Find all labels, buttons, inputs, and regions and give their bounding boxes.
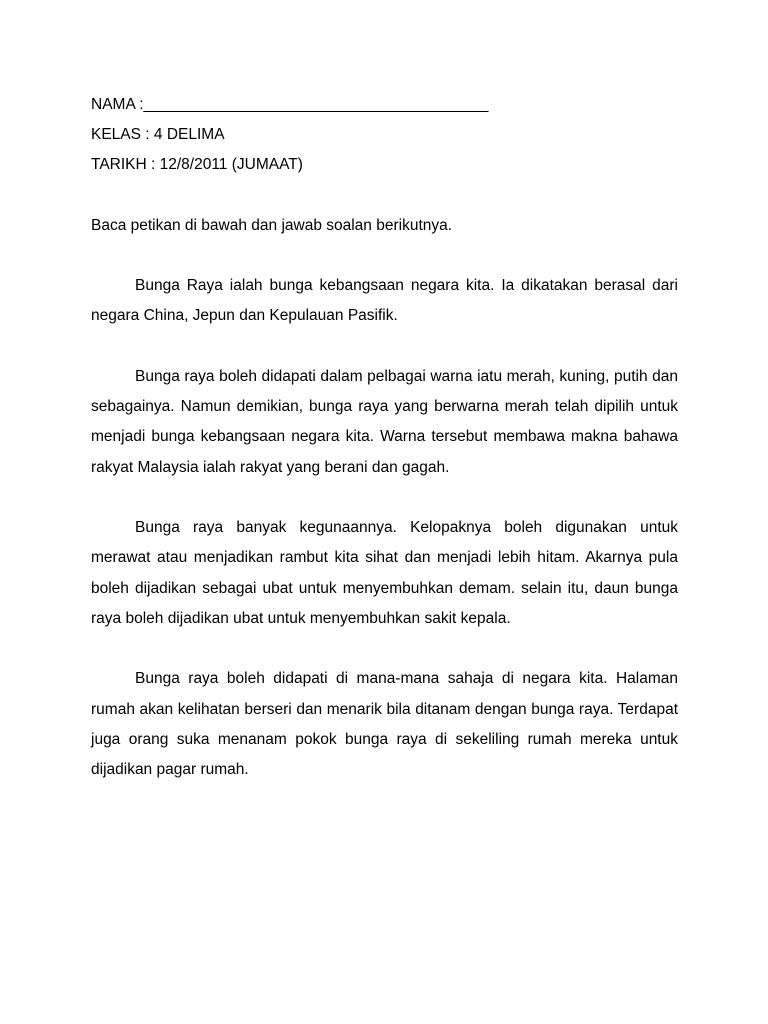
- passage-paragraph-2: Bunga raya boleh didapati dalam pelbagai warna iatu merah, kuning, putih dan sebagainya. Namun demikian, bunga raya yang berwarna merah telah dipilih untuk menjadi bunga kebangsaan negara kita. Warna tersebut membawa makna bahawa rakyat Malaysia ialah rakyat yang berani dan gagah.: [91, 368, 678, 476]
- tarikh-line: TARIKH : 12/8/2011 (JUMAAT): [91, 156, 303, 174]
- passage-paragraph-3: Bunga raya banyak kegunaannya. Kelopaknya boleh digunakan untuk merawat atau menjadikan rambut kita sihat dan menjadi lebih hitam. Akarnya pula boleh dijadikan sebagai ubat untuk menyembuhkan demam. selain itu, daun bunga raya boleh dijadikan ubat untuk menyembuhkan sakit kepala.: [91, 519, 678, 627]
- worksheet-content: [91, 90, 678, 785]
- nama-field: NAMA :________________________________________: [91, 96, 489, 113]
- kelas-line: KELAS : 4 DELIMA: [91, 126, 225, 144]
- instruction-text: Baca petikan di bawah dan jawab soalan berikutnya.: [91, 216, 453, 234]
- passage-paragraph-1: Bunga Raya ialah bunga kebangsaan negara kita. Ia dikatakan berasal dari negara China, Jepun dan Kepulauan Pasifik.: [91, 277, 678, 325]
- passage-paragraph-4: Bunga raya boleh didapati di mana-mana sahaja di negara kita. Halaman rumah akan kelihatan berseri dan menarik bila ditanam dengan bunga raya. Terdapat juga orang suka menanam pokok bunga raya di sekeliling rumah mereka untuk dijadikan pagar rumah.: [91, 670, 678, 779]
